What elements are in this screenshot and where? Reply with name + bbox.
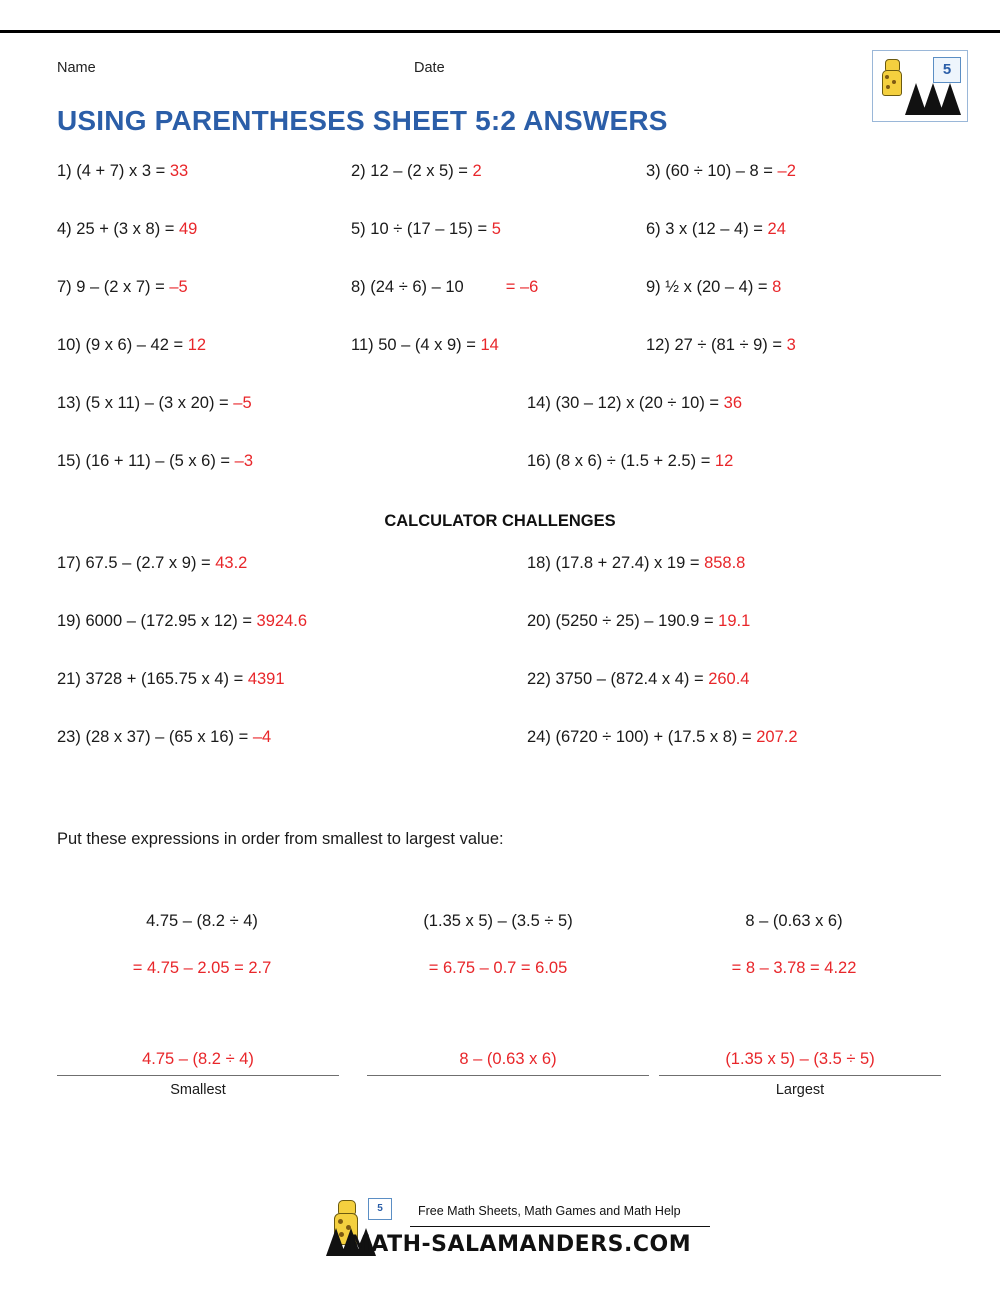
problem-row xyxy=(57,278,943,336)
problem-expression: 3750 – (872.4 x 4) = xyxy=(555,670,709,688)
ordered-answer-value: 4.75 – (8.2 ÷ 4) xyxy=(142,1050,254,1068)
expression-item xyxy=(57,912,347,978)
date-label: Date xyxy=(414,60,445,76)
problem-item xyxy=(527,612,750,631)
problem-row xyxy=(57,220,943,278)
problem-number: 17) xyxy=(57,554,81,572)
page-title: USING PARENTHESES SHEET 5:2 ANSWERS xyxy=(57,105,668,136)
problem-number: 19) xyxy=(57,612,81,630)
problem-expression: ½ x (20 – 4) = xyxy=(665,278,773,296)
problem-item xyxy=(57,612,307,631)
problem-number: 13) xyxy=(57,394,81,412)
expression-working: = 4.75 – 2.05 = 2.7 xyxy=(132,959,272,977)
top-divider xyxy=(0,30,1000,33)
problem-answer: 33 xyxy=(169,162,189,180)
page-footer xyxy=(0,1196,1000,1286)
problem-number: 8) xyxy=(351,278,366,296)
problem-number: 4) xyxy=(57,220,72,238)
problem-answer: 43.2 xyxy=(215,554,248,572)
problem-answer: 2 xyxy=(472,162,482,180)
salamander-icon xyxy=(879,59,905,101)
problem-row xyxy=(57,554,943,612)
footer-tagline: Free Math Sheets, Math Games and Math Help xyxy=(418,1204,681,1218)
problem-number: 24) xyxy=(527,728,551,746)
problem-item xyxy=(527,728,798,747)
expression-item xyxy=(353,912,643,978)
problem-number: 16) xyxy=(527,452,551,470)
grade-number: 5 xyxy=(933,57,961,83)
problem-expression: (17.8 + 27.4) x 19 = xyxy=(555,554,705,572)
problem-expression: 27 ÷ (81 ÷ 9) = xyxy=(674,336,787,354)
problem-answer: 14 xyxy=(480,336,499,354)
problem-row xyxy=(57,336,943,394)
problem-expression: 67.5 – (2.7 x 9) = xyxy=(85,554,216,572)
problem-item xyxy=(57,554,247,573)
name-label: Name xyxy=(57,60,96,76)
problem-answer: 5 xyxy=(491,220,501,238)
expression-item xyxy=(649,912,939,978)
problem-answer: 36 xyxy=(723,394,742,412)
problem-item xyxy=(57,278,188,297)
ordered-answer-slot xyxy=(659,1050,941,1098)
problem-list xyxy=(57,162,943,510)
problem-expression: (4 + 7) x 3 = xyxy=(76,162,170,180)
problem-expression: (60 ÷ 10) – 8 = xyxy=(665,162,778,180)
problem-answer: –4 xyxy=(252,728,272,746)
ordered-answer-value: (1.35 x 5) – (3.5 ÷ 5) xyxy=(725,1050,875,1068)
problem-expression: (5 x 11) – (3 x 20) = xyxy=(85,394,234,412)
problem-item xyxy=(646,220,786,239)
problem-expression: 9 – (2 x 7) = xyxy=(76,278,170,296)
expression-text: 4.75 – (8.2 ÷ 4) xyxy=(146,912,258,930)
footer-divider xyxy=(410,1226,710,1227)
problem-number: 2) xyxy=(351,162,366,180)
problem-number: 7) xyxy=(57,278,72,296)
grade-badge xyxy=(872,50,968,122)
problem-answer: 260.4 xyxy=(708,670,750,688)
problem-expression: (16 + 11) – (5 x 6) = xyxy=(85,452,235,470)
problem-item xyxy=(351,162,482,181)
problem-row xyxy=(57,162,943,220)
ordered-answer-slot xyxy=(367,1050,649,1082)
problem-number: 15) xyxy=(57,452,81,470)
problem-answer: 12 xyxy=(714,452,734,470)
answer-line xyxy=(367,1074,649,1076)
problem-item xyxy=(57,452,253,471)
math-salamanders-logo-icon xyxy=(905,81,963,115)
problem-answer: 24 xyxy=(767,220,786,238)
problem-expression: 10 ÷ (17 – 15) = xyxy=(370,220,492,238)
problem-item xyxy=(57,670,285,689)
problem-item xyxy=(527,554,745,573)
answer-line xyxy=(659,1074,941,1076)
problem-number: 20) xyxy=(527,612,551,630)
problem-number: 23) xyxy=(57,728,81,746)
problem-item xyxy=(646,162,796,181)
problem-answer: 19.1 xyxy=(718,612,751,630)
problem-number: 22) xyxy=(527,670,551,688)
problem-answer: –5 xyxy=(169,278,188,296)
problem-expression: (8 x 6) ÷ (1.5 + 2.5) = xyxy=(555,452,715,470)
problem-item xyxy=(527,452,733,471)
problem-number: 18) xyxy=(527,554,551,572)
problem-answer: –5 xyxy=(233,394,252,412)
expression-working: = 6.75 – 0.7 = 6.05 xyxy=(428,959,568,977)
problem-expression: (28 x 37) – (65 x 16) = xyxy=(85,728,253,746)
problem-item xyxy=(527,394,742,413)
problem-item xyxy=(57,220,197,239)
problem-number: 11) xyxy=(351,336,374,354)
problem-expression: (24 ÷ 6) – 10 xyxy=(370,278,464,296)
problem-answer: 49 xyxy=(179,220,198,238)
problem-expression: 50 – (4 x 9) = xyxy=(378,336,481,354)
problem-item xyxy=(351,220,501,239)
problem-answer: 4391 xyxy=(247,670,285,688)
answer-line xyxy=(57,1074,339,1076)
problem-answer: 8 xyxy=(772,278,782,296)
problem-item xyxy=(351,278,538,297)
problem-item xyxy=(527,670,749,689)
calculator-challenges-heading: CALCULATOR CHALLENGES xyxy=(384,512,616,530)
problem-number: 14) xyxy=(527,394,551,412)
expression-working: = 8 – 3.78 = 4.22 xyxy=(731,959,857,977)
problem-number: 10) xyxy=(57,336,81,354)
problem-expression: (30 – 12) x (20 ÷ 10) = xyxy=(555,394,724,412)
problem-item xyxy=(646,278,781,297)
answer-label: Largest xyxy=(775,1082,825,1098)
problem-item xyxy=(351,336,499,355)
answer-label: Smallest xyxy=(170,1082,226,1098)
ordered-answer-value: 8 – (0.63 x 6) xyxy=(459,1050,557,1068)
calculator-problem-list xyxy=(57,554,943,786)
problem-number: 12) xyxy=(646,336,670,354)
problem-answer: 12 xyxy=(187,336,207,354)
problem-answer: = –6 xyxy=(505,278,539,296)
expression-text: (1.35 x 5) – (3.5 ÷ 5) xyxy=(423,912,573,930)
footer-url: MATH-SALAMANDERS.COM xyxy=(348,1232,692,1257)
problem-number: 1) xyxy=(57,162,72,180)
problem-row xyxy=(57,612,943,670)
problem-item xyxy=(57,728,271,747)
problem-row xyxy=(57,394,943,452)
problem-answer: 858.8 xyxy=(704,554,746,572)
ordered-answer-slot xyxy=(57,1050,339,1098)
problem-item xyxy=(57,394,252,413)
problem-answer: –3 xyxy=(234,452,253,470)
problem-item xyxy=(57,162,188,181)
problem-expression: 6000 – (172.95 x 12) = xyxy=(85,612,257,630)
problem-expression: 3728 + (165.75 x 4) = xyxy=(85,670,248,688)
problem-number: 3) xyxy=(646,162,661,180)
problem-row xyxy=(57,670,943,728)
problem-number: 6) xyxy=(646,220,661,238)
problem-answer: 3 xyxy=(786,336,796,354)
name-date-row xyxy=(57,60,445,76)
problem-expression: 12 – (2 x 5) = xyxy=(370,162,473,180)
problem-answer: 3924.6 xyxy=(256,612,308,630)
footer-grade-badge: 5 xyxy=(368,1198,392,1220)
problem-item xyxy=(646,336,796,355)
problem-number: 5) xyxy=(351,220,366,238)
problem-expression: (9 x 6) – 42 = xyxy=(85,336,188,354)
problem-row xyxy=(57,452,943,510)
problem-item xyxy=(57,336,206,355)
ordering-prompt: Put these expressions in order from smallest to largest value: xyxy=(57,830,504,848)
problem-answer: –2 xyxy=(777,162,796,180)
problem-expression: 25 + (3 x 8) = xyxy=(76,220,179,238)
problem-number: 9) xyxy=(646,278,661,296)
problem-expression: (5250 ÷ 25) – 190.9 = xyxy=(555,612,719,630)
expression-text: 8 – (0.63 x 6) xyxy=(745,912,843,930)
problem-answer: 207.2 xyxy=(756,728,798,746)
problem-expression: 3 x (12 – 4) = xyxy=(665,220,768,238)
problem-number: 21) xyxy=(57,670,81,688)
problem-expression: (6720 ÷ 100) + (17.5 x 8) = xyxy=(555,728,757,746)
problem-row xyxy=(57,728,943,786)
